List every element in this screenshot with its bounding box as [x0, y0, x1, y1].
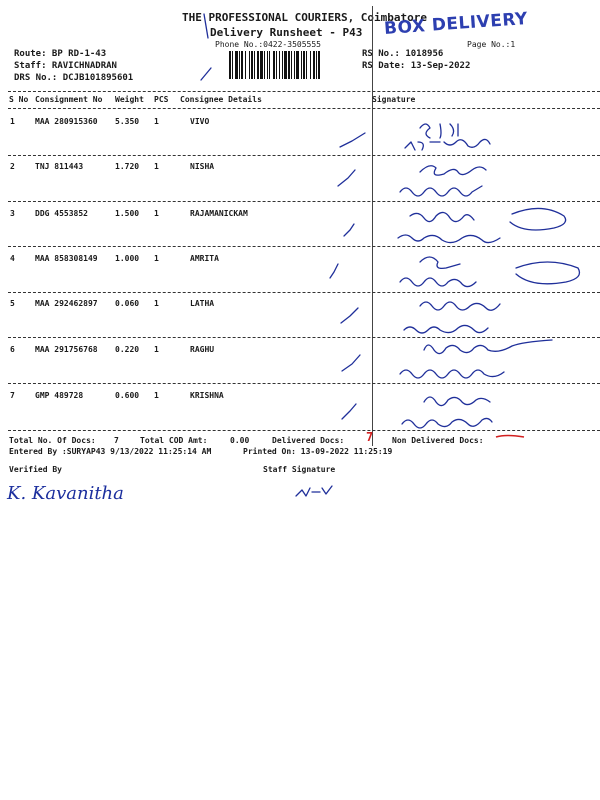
row-consignment: GMP 489728: [35, 391, 84, 400]
pen-mark: [204, 14, 208, 38]
total-cod-value: 0.00: [230, 436, 250, 445]
row-sno: 3: [10, 209, 15, 218]
row-weight: 1.720: [115, 162, 140, 171]
row-consignee: NISHA: [190, 162, 215, 171]
row-pcs: 1: [154, 117, 159, 126]
col-sno: S No: [9, 95, 29, 104]
recipient-signature: [405, 139, 490, 150]
entered-by: Entered By :SURYAP43 9/13/2022 11:25:14 AM: [9, 447, 212, 456]
recipient-signature: [510, 208, 566, 230]
delivery-tick: [340, 133, 365, 147]
col-weight: Weight: [115, 95, 144, 104]
recipient-signature: [410, 212, 474, 221]
phone-number: Phone No.:0422-3505555: [215, 40, 321, 49]
row-consignment: MAA 292462897: [35, 299, 98, 308]
delivery-tick: [330, 264, 338, 278]
recipient-signature: [402, 418, 492, 428]
col-signature: Signature: [372, 95, 416, 104]
row-consignee: AMRITA: [190, 254, 219, 263]
row-consignment: DDG 4553852: [35, 209, 88, 218]
row-weight: 0.600: [115, 391, 140, 400]
drs-number: DRS No.: DCJB101895601: [14, 73, 134, 83]
delivered-docs-label: Delivered Docs:: [272, 436, 345, 445]
row-consignee: LATHA: [190, 299, 215, 308]
row-consignee: RAGHU: [190, 345, 215, 354]
non-delivered-docs-label: Non Delivered Docs:: [392, 436, 484, 445]
delivery-tick: [344, 224, 354, 236]
total-cod-label: Total COD Amt:: [140, 436, 208, 445]
row-weight: 0.220: [115, 345, 140, 354]
recipient-signature: [400, 370, 504, 378]
recipient-signature: [400, 186, 482, 196]
recipient-signature: [420, 124, 458, 138]
pen-mark: [201, 68, 211, 80]
row-pcs: 1: [154, 299, 159, 308]
row-consignment: MAA 291756768: [35, 345, 98, 354]
row-pcs: 1: [154, 391, 159, 400]
recipient-signature: [420, 302, 500, 310]
row-pcs: 1: [154, 162, 159, 171]
row-sno: 5: [10, 299, 15, 308]
recipient-signature: [420, 166, 486, 175]
row-weight: 1.500: [115, 209, 140, 218]
staff-signature-scribble: [296, 486, 332, 496]
box-delivery-stamp: BOX DELIVERY: [383, 9, 529, 39]
route-info: Route: BP RD-1-43: [14, 49, 107, 59]
page-number: Page No.:1: [467, 40, 516, 49]
col-consignment: Consignment No: [35, 95, 103, 104]
total-docs-value: 7: [114, 436, 119, 445]
delivery-tick: [338, 170, 355, 186]
row-consignment: MAA 280915360: [35, 117, 98, 126]
delivered-docs-handwritten: 7: [366, 430, 374, 444]
printed-on: Printed On: 13-09-2022 11:25:19: [243, 447, 393, 456]
row-sno: 4: [10, 254, 15, 263]
row-weight: 0.060: [115, 299, 140, 308]
verified-by-label: Verified By: [9, 465, 62, 474]
row-sno: 2: [10, 162, 15, 171]
staff-info: Staff: RAVICHNADRAN: [14, 61, 117, 71]
recipient-signature: [400, 278, 476, 287]
row-sno: 6: [10, 345, 15, 354]
delivery-tick: [342, 404, 356, 419]
staff-signature-label: Staff Signature: [263, 465, 336, 474]
row-weight: 5.350: [115, 117, 140, 126]
recipient-signature: [420, 257, 460, 268]
delivery-tick: [341, 308, 358, 323]
recipient-signature: [424, 340, 552, 354]
rs-date: RS Date: 13-Sep-2022: [362, 61, 471, 71]
total-docs-label: Total No. Of Docs:: [9, 436, 96, 445]
recipient-signature: [404, 325, 488, 333]
row-pcs: 1: [154, 254, 159, 263]
row-consignee: RAJAMANICKAM: [190, 209, 248, 218]
row-sno: 7: [10, 391, 15, 400]
company-name: THE PROFESSIONAL COURIERS, Coimbatore: [182, 11, 428, 24]
row-sno: 1: [10, 117, 15, 126]
recipient-signature: [424, 397, 490, 406]
row-consignment: MAA 858308149: [35, 254, 98, 263]
row-pcs: 1: [154, 209, 159, 218]
row-consignee: VIVO: [190, 117, 210, 126]
col-pcs: PCS: [154, 95, 169, 104]
non-delivered-mark: [496, 436, 524, 438]
row-pcs: 1: [154, 345, 159, 354]
recipient-signature: [398, 235, 500, 243]
document-title: Delivery Runsheet - P43: [210, 26, 363, 39]
row-consignee: KRISHNA: [190, 391, 224, 400]
col-consignee: Consignee Details: [180, 95, 262, 104]
row-consignment: TNJ 811443: [35, 162, 84, 171]
row-weight: 1.000: [115, 254, 140, 263]
verifier-signature: K. Kavanitha: [7, 483, 124, 504]
recipient-signature: [516, 262, 580, 284]
rs-number: RS No.: 1018956: [362, 49, 444, 59]
delivery-tick: [342, 355, 360, 371]
